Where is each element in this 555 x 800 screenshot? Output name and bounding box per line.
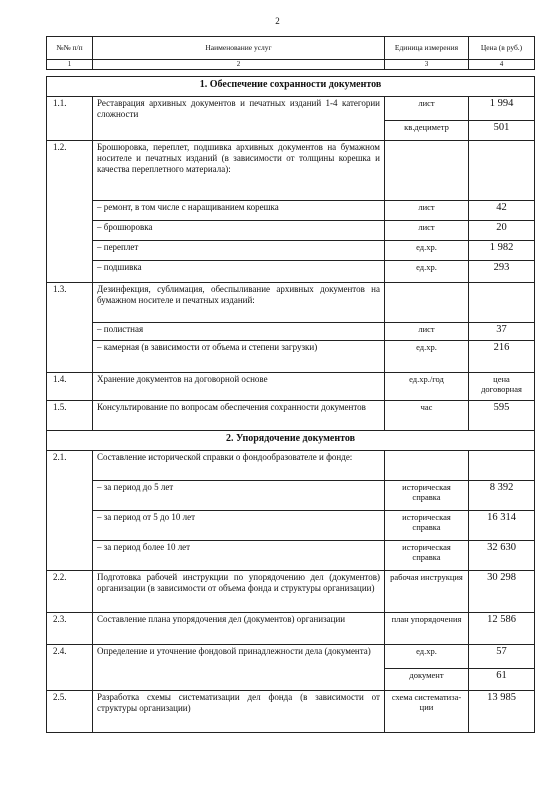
sub-service-name: – брошюровка	[93, 221, 385, 241]
price-cell: 13 985	[469, 691, 535, 733]
service-name: Консультирование по вопросам обеспечения сохранности документов	[93, 401, 385, 431]
row-number: 1.3.	[47, 283, 93, 373]
header-table	[46, 36, 535, 70]
unit-cell: лист	[385, 201, 469, 221]
header-col-name: Наименование услуг	[93, 37, 385, 60]
unit-cell: документ	[385, 669, 469, 691]
unit-cell: лист	[385, 323, 469, 341]
service-name: Определение и уточнение фондовой принадлежности дела (документа)	[93, 645, 385, 691]
unit-cell: час	[385, 401, 469, 431]
unit-cell: историческая справка	[385, 481, 469, 511]
unit-cell: историческая справка	[385, 511, 469, 541]
sub-service-name: – камерная (в зависимости от объема и степени загрузки)	[93, 341, 385, 373]
service-name: Составление исторической справки о фондообразователе и фонде:	[93, 451, 385, 481]
row-number: 2.5.	[47, 691, 93, 733]
colnum-2: 2	[93, 60, 385, 70]
section-title: 2. Упорядочение документов	[47, 431, 535, 451]
row-number: 2.3.	[47, 613, 93, 645]
unit-cell: ед.хр./год	[385, 373, 469, 401]
unit-cell: лист	[385, 97, 469, 121]
colnum-3: 3	[385, 60, 469, 70]
price-cell: 216	[469, 341, 535, 373]
price-cell: 1 982	[469, 241, 535, 261]
price-cell: 30 298	[469, 571, 535, 613]
service-name: Реставрация архивных документов и печатных изданий 1-4 категории сложности	[93, 97, 385, 141]
price-cell: 1 994	[469, 97, 535, 121]
price-cell: 42	[469, 201, 535, 221]
unit-cell: план упорядочения	[385, 613, 469, 645]
row-number: 1.1.	[47, 97, 93, 141]
colnum-4: 4	[469, 60, 535, 70]
price-cell: 12 586	[469, 613, 535, 645]
colnum-1: 1	[47, 60, 93, 70]
price-cell: 57	[469, 645, 535, 669]
row-number: 1.5.	[47, 401, 93, 431]
price-cell: 32 630	[469, 541, 535, 571]
header-col-num: №№ п/п	[47, 37, 93, 60]
service-name: Составление плана упорядочения дел (документов) организации	[93, 613, 385, 645]
row-number: 2.1.	[47, 451, 93, 571]
sub-service-name: – ремонт, в том числе с наращиванием корешка	[93, 201, 385, 221]
price-cell	[469, 451, 535, 481]
price-cell: 595	[469, 401, 535, 431]
service-name: Хранение документов на договорной основе	[93, 373, 385, 401]
unit-cell: рабочая инструкция	[385, 571, 469, 613]
unit-cell: кв.дециметр	[385, 121, 469, 141]
service-name: Подготовка рабочей инструкции по упорядочению дел (документов) организации (в зависимости от объема фонда и структуры организации)	[93, 571, 385, 613]
unit-cell	[385, 451, 469, 481]
row-number: 1.2.	[47, 141, 93, 283]
row-number: 2.2.	[47, 571, 93, 613]
price-cell: 293	[469, 261, 535, 283]
header-col-unit: Единица измерения	[385, 37, 469, 60]
page-number: 2	[275, 16, 280, 26]
row-number: 2.4.	[47, 645, 93, 691]
section-title: 1. Обеспечение сохранности документов	[47, 77, 535, 97]
unit-cell: схема систематиза-ции	[385, 691, 469, 733]
sub-service-name: – подшивка	[93, 261, 385, 283]
unit-cell: ед.хр.	[385, 645, 469, 669]
sub-service-name: – за период до 5 лет	[93, 481, 385, 511]
price-table	[46, 76, 535, 733]
sub-service-name: – за период от 5 до 10 лет	[93, 511, 385, 541]
service-name: Разработка схемы систематизации дел фонда (в зависимости от структуры организации)	[93, 691, 385, 733]
price-cell	[469, 141, 535, 201]
price-cell: 501	[469, 121, 535, 141]
unit-cell: ед.хр.	[385, 341, 469, 373]
sub-service-name: – переплет	[93, 241, 385, 261]
unit-cell	[385, 141, 469, 201]
sub-service-name: – полистная	[93, 323, 385, 341]
price-cell: 61	[469, 669, 535, 691]
header-col-price: Цена (в руб.)	[469, 37, 535, 60]
price-cell: 20	[469, 221, 535, 241]
price-cell	[469, 283, 535, 323]
row-number: 1.4.	[47, 373, 93, 401]
price-cell: цена договорная	[469, 373, 535, 401]
unit-cell: ед.хр.	[385, 241, 469, 261]
unit-cell: ед.хр.	[385, 261, 469, 283]
sub-service-name: – за период более 10 лет	[93, 541, 385, 571]
service-name: Брошюровка, переплет, подшивка архивных документов на бумажном носителе и печатных изданий (в зависимости от толщины корешка и качества переплетного материала):	[93, 141, 385, 201]
price-cell: 37	[469, 323, 535, 341]
price-cell: 8 392	[469, 481, 535, 511]
unit-cell: лист	[385, 221, 469, 241]
price-cell: 16 314	[469, 511, 535, 541]
service-name: Дезинфекция, сублимация, обеспыливание архивных документов на бумажном носителе и печатных изданий:	[93, 283, 385, 323]
unit-cell	[385, 283, 469, 323]
unit-cell: историческая справка	[385, 541, 469, 571]
